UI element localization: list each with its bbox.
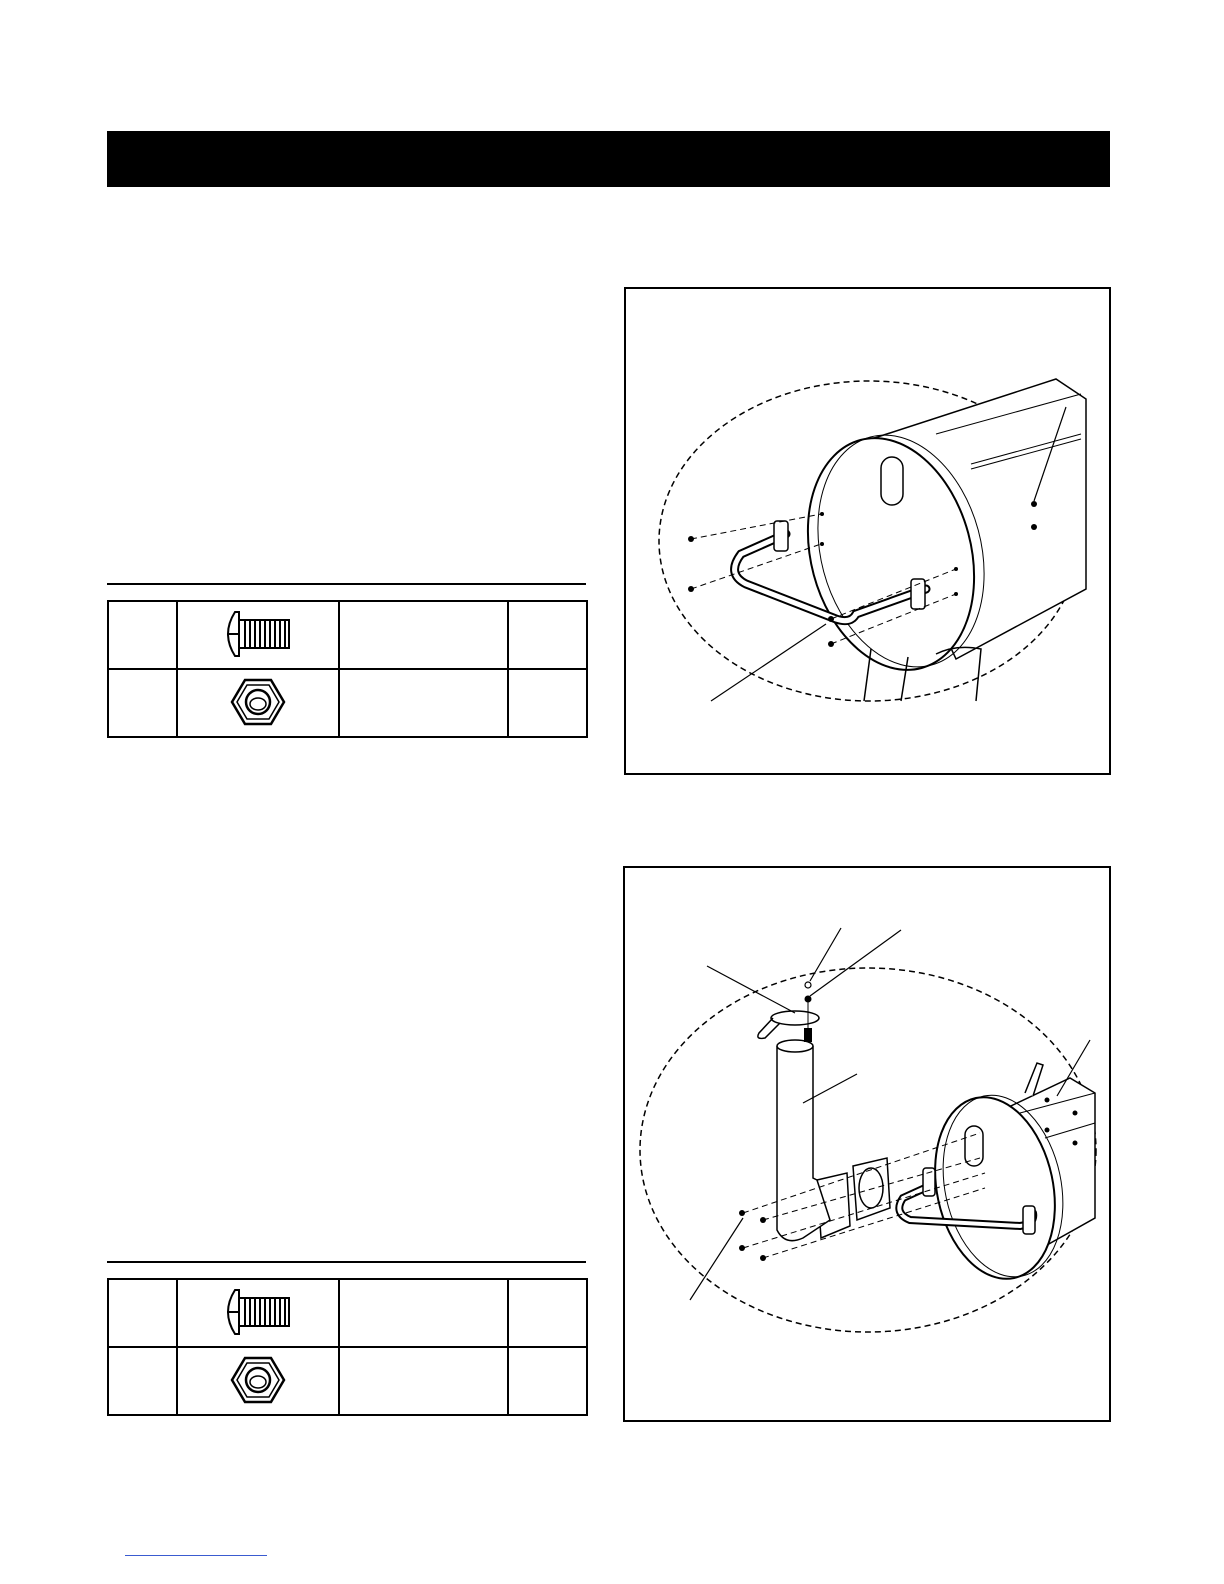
carriage-bolt-icon — [177, 1279, 339, 1347]
table-row — [108, 1279, 587, 1347]
hardware-rule-b — [107, 1261, 586, 1263]
hardware-table-b — [107, 1278, 588, 1416]
footer-link-underline[interactable] — [125, 1555, 267, 1556]
table-row — [108, 1347, 587, 1415]
hardware-key — [108, 1279, 177, 1347]
section-header-bar — [107, 131, 1110, 187]
hardware-key — [108, 1347, 177, 1415]
hardware-table-a — [107, 600, 588, 738]
hex-nut-icon — [177, 669, 339, 737]
figure-smokestack-assembly — [623, 866, 1111, 1422]
firebox-handle-assembly-illustration — [626, 289, 1113, 777]
hardware-description — [339, 1279, 508, 1347]
hardware-qty — [508, 1279, 587, 1347]
table-row — [108, 669, 587, 737]
hardware-description — [339, 669, 508, 737]
smokestack-assembly-illustration — [625, 868, 1113, 1424]
hardware-qty — [508, 601, 587, 669]
hardware-qty — [508, 669, 587, 737]
figure-handle-assembly — [624, 287, 1111, 775]
hardware-description — [339, 1347, 508, 1415]
table-row — [108, 601, 587, 669]
hex-nut-icon — [177, 1347, 339, 1415]
hardware-description — [339, 601, 508, 669]
hardware-key — [108, 601, 177, 669]
carriage-bolt-icon — [177, 601, 339, 669]
hardware-rule-a — [107, 583, 586, 585]
hardware-key — [108, 669, 177, 737]
hardware-qty — [508, 1347, 587, 1415]
